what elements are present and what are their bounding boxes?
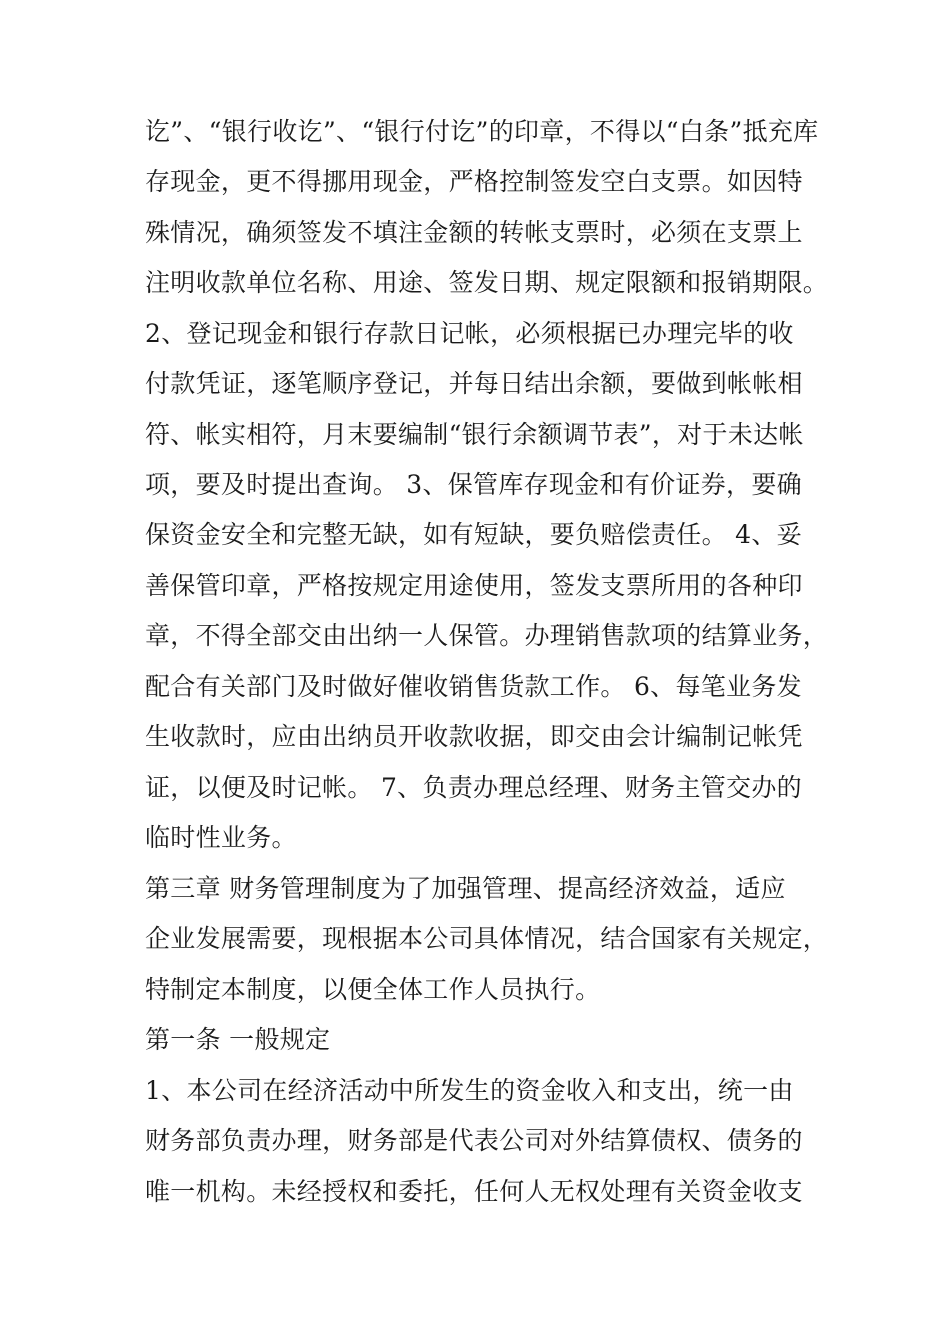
text-line: 财务部负责办理，财务部是代表公司对外结算债权、债务的 xyxy=(145,1126,803,1155)
text-line: 殊情况，确须签发不填注金额的转帐支票时，必须在支票上 xyxy=(145,218,803,247)
text-line: 特制定本制度，以便全体工作人员执行。 xyxy=(145,975,601,1004)
text-line: 章，不得全部交由出纳一人保管。办理销售款项的结算业务， xyxy=(145,621,829,650)
text-line: 证，以便及时记帐。 7、负责办理总经理、财务主管交办的 xyxy=(145,773,802,802)
text-line: 符、帐实相符，月末要编制“银行余额调节表”，对于未达帐 xyxy=(145,420,804,449)
text-line: 唯一机构。未经授权和委托，任何人无权处理有关资金收支 xyxy=(145,1177,803,1206)
text-line: 临时性业务。 xyxy=(145,823,297,852)
text-line: 项，要及时提出查询。 3、保管库存现金和有价证券，要确 xyxy=(145,470,802,499)
text-line: 保资金安全和完整无缺，如有短缺，要负赔偿责任。 4、妥 xyxy=(145,520,802,549)
text-line: 善保管印章，严格按规定用途使用，签发支票所用的各种印 xyxy=(145,571,803,600)
text-line: 存现金，更不得挪用现金，严格控制签发空白支票。如因特 xyxy=(145,167,803,196)
text-line: 付款凭证，逐笔顺序登记，并每日结出余额，要做到帐帐相 xyxy=(145,369,803,398)
text-line: 讫”、“银行收讫”、“银行付讫”的印章，不得以“白条”抵充库 xyxy=(145,117,819,146)
text-line: 1、本公司在经济活动中所发生的资金收入和支出，统一由 xyxy=(145,1076,794,1105)
chapter-heading-line: 第三章 财务管理制度为了加强管理、提高经济效益，适应 xyxy=(145,874,786,903)
text-line: 企业发展需要，现根据本公司具体情况，结合国家有关规定， xyxy=(145,924,829,953)
article-heading: 第一条 一般规定 xyxy=(145,1025,331,1054)
text-line: 注明收款单位名称、用途、签发日期、规定限额和报销期限。 xyxy=(145,268,829,297)
text-line: 2、登记现金和银行存款日记帐，必须根据已办理完毕的收 xyxy=(145,319,794,348)
text-line: 生收款时，应由出纳员开收款收据，即交由会计编制记帐凭 xyxy=(145,722,803,751)
text-line: 配合有关部门及时做好催收销售货款工作。 6、每笔业务发 xyxy=(145,672,802,701)
